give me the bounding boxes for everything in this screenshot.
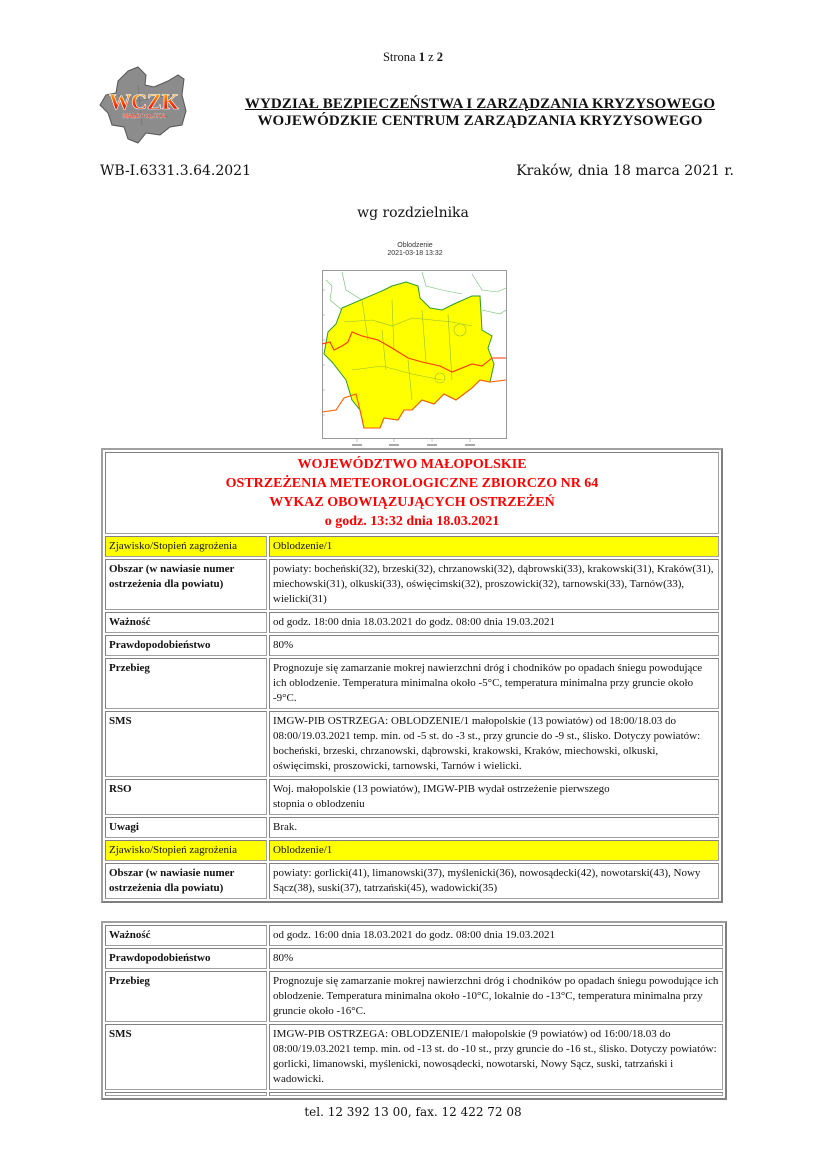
bulletin-title-line: OSTRZEŻENIA METEOROLOGICZNE ZBIORCZO NR 64: [225, 476, 599, 491]
row-label: Obszar (w nawiasie numer ostrzeżenia dla powiatu): [105, 863, 267, 899]
row-value: od godz. 16:00 dnia 18.03.2021 do godz. 08:00 dnia 19.03.2021: [269, 925, 723, 946]
table-row: [105, 971, 723, 1022]
table-row: [105, 711, 719, 777]
row-label: Prawdopodobieństwo: [105, 948, 267, 969]
row-label: SMS: [105, 711, 267, 777]
table-row: [105, 635, 719, 656]
map-timestamp: 2021-03-18 13:32: [387, 250, 443, 257]
table-row: [105, 1092, 723, 1096]
row-label: Obszar (w nawiasie numer ostrzeżenia dla powiatu): [105, 559, 267, 610]
table-row: [105, 612, 719, 633]
row-label: Ważność: [105, 612, 267, 633]
logo-subtext: MAŁOPOLSKA: [122, 114, 166, 120]
row-value: Prognozuje się zamarzanie mokrej nawierzchni dróg i chodników po opadach śniegu powodujące ich oblodzenie. Temperatura minimalna około -10°C, lokalnie do -13°C, temperatura minimalna przy gruncie około -16°C.: [269, 971, 723, 1022]
header-line-2: WOJEWÓDZKIE CENTRUM ZARZĄDZANIA KRYZYSOWEGO: [257, 113, 703, 129]
table-row: [105, 658, 719, 709]
header-line-1: WYDZIAŁ BEZPIECZEŃSTWA I ZARZĄDZANIA KRYZYSOWEGO: [244, 96, 716, 112]
page-current: 1: [418, 50, 425, 64]
row-label-cut: [105, 1092, 267, 1096]
row-label: Przebieg: [105, 658, 267, 709]
row-value: Prognozuje się zamarzanie mokrej nawierzchni dróg i chodników po opadach śniegu powodujące ich oblodzenie. Temperatura minimalna około -5°C, temperatura minimalna przy gruncie około -9°C.: [269, 658, 719, 709]
warning-table-2: [101, 921, 727, 1100]
row-value: IMGW-PIB OSTRZEGA: OBLODZENIE/1 małopolskie (9 powiatów) od 16:00/18.03 do 08:00/19.03.2021 temp. min. od -13 st. do -10 st., przy gruncie do -16 st., ślisko. Dotyczy powiatów: gorlicki, limanowski, myślenicki, nowosądecki, nowotarski, Nowy Sącz, suski, tatrzański i wadowicki.: [269, 1024, 723, 1090]
footer-contact: tel. 12 392 13 00, fax. 12 422 72 08: [304, 1105, 522, 1119]
table-row: [105, 779, 719, 815]
row-value: Oblodzenie/1: [269, 536, 719, 557]
row-label: SMS: [105, 1024, 267, 1090]
bulletin-title: [105, 452, 719, 534]
department-header: [200, 96, 760, 130]
row-value: powiaty: gorlicki(41), limanowski(37), myślenicki(36), nowosądecki(42), nowotarski(43), Nowy Sącz(38), suski(37), tatrzański(45), wadowicki(35): [269, 863, 719, 899]
row-label: RSO: [105, 779, 267, 815]
logo-text: WCZK: [109, 89, 179, 114]
recipient: wg rozdzielnika: [357, 205, 469, 221]
table-row: [105, 817, 719, 838]
map-axis-labels: [352, 444, 475, 446]
reference-number: WB-I.6331.3.64.2021: [100, 163, 251, 179]
warning-table-1: [101, 448, 723, 903]
bulletin-title-line: WYKAZ OBOWIĄZUJĄCYCH OSTRZEŻEŃ: [269, 495, 555, 510]
map-title-block: [300, 242, 530, 258]
row-label: Ważność: [105, 925, 267, 946]
table-row: [105, 863, 719, 899]
row-value: Oblodzenie/1: [269, 840, 719, 861]
row-value: 80%: [269, 948, 723, 969]
page-number: [0, 50, 826, 65]
warning-map: [322, 270, 508, 448]
bulletin-title-line: WOJEWÓDZTWO MAŁOPOLSKIE: [297, 457, 527, 472]
table-row: [105, 840, 719, 861]
row-value: IMGW-PIB OSTRZEGA: OBLODZENIE/1 małopolskie (13 powiatów) od 18:00/18.03 do 08:00/19.03.2021 temp. min. od -5 st. do -3 st., przy gruncie do -9 st., ślisko. Dotyczy powiatów: bocheński, brzeski, chrzanowski, dąbrowski, krakowski, Kraków, miechowski, olkuski, oświęcimski, proszowicki, tarnowski, Tarnów i wielicki.: [269, 711, 719, 777]
map-title: Oblodzenie: [397, 242, 433, 249]
row-value-cut: [269, 1092, 723, 1096]
row-label: Zjawisko/Stopień zagrożenia: [105, 536, 267, 557]
row-label: Prawdopodobieństwo: [105, 635, 267, 656]
wczk-logo: [98, 65, 190, 147]
row-value: od godz. 18:00 dnia 18.03.2021 do godz. 08:00 dnia 19.03.2021: [269, 612, 719, 633]
table-row: [105, 948, 723, 969]
row-value: 80%: [269, 635, 719, 656]
row-value: Woj. małopolskie (13 powiatów), IMGW-PIB wydał ostrzeżenie pierwszego stopnia o oblodzeniu: [269, 779, 719, 815]
row-label: Przebieg: [105, 971, 267, 1022]
row-label: Zjawisko/Stopień zagrożenia: [105, 840, 267, 861]
place-date: Kraków, dnia 18 marca 2021 r.: [516, 163, 734, 179]
row-value: Brak.: [269, 817, 719, 838]
page-total: 2: [436, 50, 444, 64]
table-row: [105, 536, 719, 557]
row-value: powiaty: bocheński(32), brzeski(32), chrzanowski(32), dąbrowski(33), krakowski(31), Kraków(31), miechowski(31), olkuski(33), oświęcimski(32), proszowicki(32), tarnowski(33), Tarnów(33), wielicki(31): [269, 559, 719, 610]
row-label: Uwagi: [105, 817, 267, 838]
table-row: [105, 1024, 723, 1090]
page-prefix: Strona: [382, 50, 416, 64]
bulletin-title-line: o godz. 13:32 dnia 18.03.2021: [324, 514, 500, 529]
table-row: [105, 559, 719, 610]
page-sep: z: [428, 50, 434, 64]
table-row: [105, 925, 723, 946]
